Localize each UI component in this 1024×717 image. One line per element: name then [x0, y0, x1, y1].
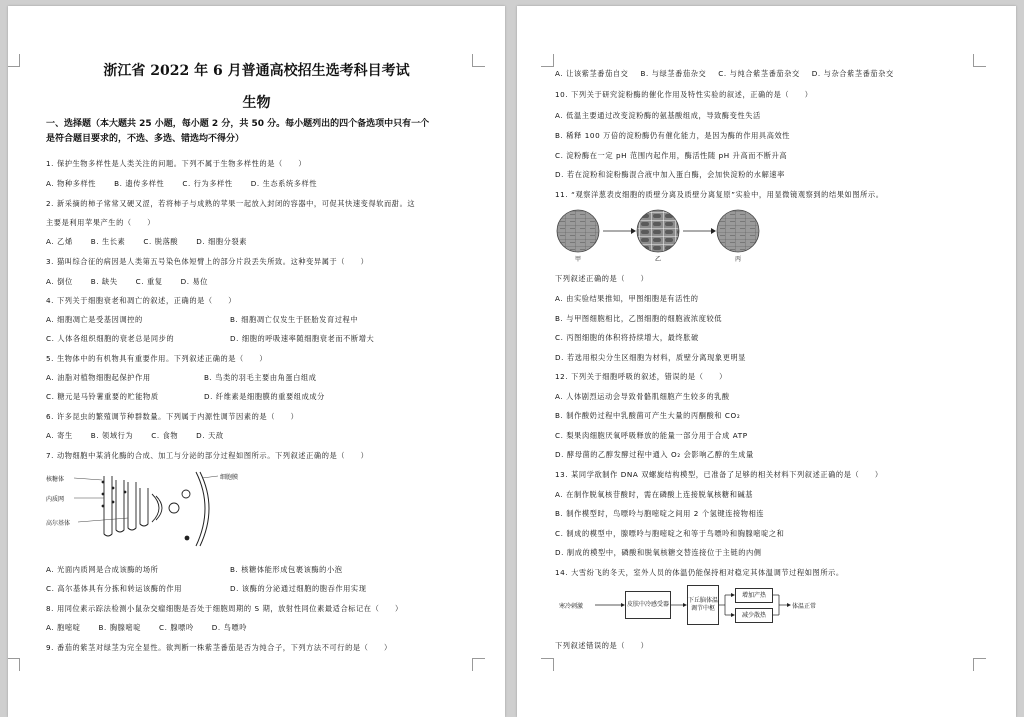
- option: C. 梨果肉细胞厌氧呼吸释放的能量一部分用于合成 ATP: [555, 431, 748, 440]
- flow-box: 减少散热: [735, 608, 773, 623]
- option: D. 酵母菌的乙醇发酵过程中通入 O₂ 会影响乙醇的生成量: [555, 450, 754, 459]
- option: C. 糖元是马铃薯重要的贮能物质: [46, 392, 159, 401]
- option: B. 稀释 100 万倍的淀粉酶仍有催化能力，是因为酶的作用具高效性: [555, 131, 791, 140]
- option: B. 缺失: [90, 277, 118, 286]
- option: B. 与甲图细胞相比，乙图细胞的细胞液浓度较低: [555, 314, 723, 323]
- option: A. 人体剧烈运动会导致骨骼肌细胞产生较多的乳酸: [555, 392, 730, 401]
- flow-box: 增加产热: [735, 588, 773, 603]
- section-heading: 一、选择题（本大题共 25 小题，每小题 2 分，共 50 分。每小题列出的四个备选项中只有一个: [46, 119, 430, 129]
- document-page-right: [517, 6, 1016, 717]
- option: D. 纤维素是细胞膜的重要组成成分: [204, 392, 325, 401]
- question-7: 7. 动物细胞中某消化酶的合成、加工与分泌的部分过程如图所示。下列叙述正确的是（ ）: [46, 451, 369, 460]
- option: B. 生长素: [90, 237, 126, 246]
- question-1: 1. 保护生物多样性是人类关注的问题。下列不属于生物多样性的是（ ）: [46, 159, 307, 168]
- option: A. 油脂对植物细胞起保护作用: [46, 373, 151, 382]
- option: A. 乙烯: [46, 237, 73, 246]
- option: D. 细胞分裂素: [196, 237, 248, 246]
- exam-subject: 生物: [242, 95, 271, 111]
- micrograph-svg: [555, 204, 795, 266]
- question-8: 8. 用同位素示踪法检测小鼠杂交瘤细胞是否处于细胞周期的 S 期，放射性同位素最适合标记在（ ）: [46, 604, 403, 613]
- micrograph-figure: [555, 204, 795, 266]
- question-13: 13. 某同学欲制作 DNA 双螺旋结构模型，已准备了足够的相关材料下列叙述正确的是（ ）: [555, 470, 883, 479]
- section-heading-cont: 是符合题目要求的，不选、多选、错选均不得分）: [46, 134, 245, 144]
- option: C. 高尔基体具有分拣和转运该酶的作用: [46, 584, 182, 593]
- option: C. 与纯合紫茎番茄杂交: [718, 69, 800, 78]
- fig-label: 核糖体: [46, 476, 65, 483]
- option: D. 细胞的呼吸速率随细胞衰老而不断增大: [230, 334, 375, 343]
- secretion-diagram: [46, 468, 246, 550]
- option: A. 物种多样性: [46, 179, 97, 188]
- crop-mark: [8, 658, 20, 671]
- option: A. 由实验结果推知，甲图细胞是有活性的: [555, 294, 699, 303]
- question-10: 10. 下列关于研究淀粉酶的催化作用及特性实验的叙述，正确的是（ ）: [555, 90, 813, 99]
- question-11: 11. “观察洋葱表皮细胞的质壁分离及质壁分离复原”实验中，用显微镜观察到的结果如图所示。: [555, 190, 884, 199]
- option: C. 食物: [151, 431, 179, 440]
- question-11-stem: 下列叙述正确的是（ ）: [555, 274, 649, 283]
- option: B. 领域行为: [90, 431, 134, 440]
- option: B. 核糖体能形成包裹该酶的小泡: [230, 565, 343, 574]
- option: C. 行为多样性: [182, 179, 233, 188]
- option: B. 胸腺嘧啶: [98, 623, 141, 632]
- flow-box: 下丘脑体温调节中枢: [687, 585, 719, 625]
- question-5: 5. 生物体中的有机物具有重要作用。下列叙述正确的是（ ）: [46, 354, 268, 363]
- option: C. 人体各组织细胞的衰老总是同步的: [46, 334, 175, 343]
- option: A. 在制作脱氧核苷酸时，需在磷酸上连接脱氧核糖和碱基: [555, 490, 754, 499]
- option: A. 光面内质网是合成该酶的场所: [46, 565, 159, 574]
- exam-title: 浙江省 2022 年 6 月普通高校招生选考科目考试: [103, 63, 410, 79]
- option: C. 脱落酸: [143, 237, 179, 246]
- option: A. 寄生: [46, 431, 73, 440]
- fig-label: 甲: [575, 256, 582, 263]
- question-14: 14. 大雪纷飞的冬天，室外人员的体温仍能保持相对稳定其体温调节过程如图所示。: [555, 568, 844, 577]
- option: C. 淀粉酶在一定 pH 范围内起作用，酶活性随 pH 升高而不断升高: [555, 151, 788, 160]
- option: D. 易位: [180, 277, 209, 286]
- option: A. 细胞凋亡是受基因调控的: [46, 315, 143, 324]
- micrograph-yi: [637, 210, 679, 252]
- fig-label: 细胞膜: [220, 474, 239, 481]
- micrograph-jia: [557, 210, 599, 252]
- option: D. 鸟嘌呤: [211, 623, 248, 632]
- option: A. 让该紫茎番茄自交: [555, 69, 629, 78]
- option: B. 细胞凋亡仅发生于胚胎发育过程中: [230, 315, 359, 324]
- secretion-diagram-svg: [46, 468, 246, 550]
- option: B. 制作酸奶过程中乳酸菌可产生大量的丙酮酸和 CO₂: [555, 411, 741, 420]
- option: D. 天敌: [196, 431, 224, 440]
- micrograph-bing: [717, 210, 759, 252]
- option: B. 与绿茎番茄杂交: [640, 69, 707, 78]
- document-page-left: [8, 6, 505, 717]
- q1-options: [46, 179, 485, 189]
- question-2-cont: 主要是利用苹果产生的（ ）: [46, 218, 156, 227]
- q8-options: [46, 623, 485, 633]
- question-9: 9. 番茄的紫茎对绿茎为完全显性。欲判断一株紫茎番茄是否为纯合子，下列方法不可行的是（ ）: [46, 643, 392, 652]
- option: D. 该酶的分泌通过细胞的胞吞作用实现: [230, 584, 367, 593]
- q3-options: [46, 277, 485, 287]
- crop-mark: [472, 658, 485, 671]
- crop-mark: [541, 658, 554, 671]
- option: C. 重复: [135, 277, 163, 286]
- question-14-stem: 下列叙述错误的是（ ）: [555, 641, 649, 650]
- flow-box: 皮肤中冷感受器: [625, 591, 671, 619]
- question-12: 12. 下列关于细胞呼吸的叙述，错误的是（ ）: [555, 372, 727, 381]
- crop-mark: [973, 54, 986, 67]
- option: D. 制成的模型中，磷酸和脱氧核糖交替连接位于主链的内侧: [555, 548, 762, 557]
- flow-start: 寒冷刺激: [559, 603, 584, 610]
- option: A. 胞嘧啶: [46, 623, 81, 632]
- flow-end: 体温正常: [792, 603, 817, 610]
- option: C. 腺嘌呤: [158, 623, 194, 632]
- option: D. 与杂合紫茎番茄杂交: [811, 69, 894, 78]
- fig-label: 内质网: [46, 496, 65, 503]
- q6-options: [46, 431, 485, 441]
- fig-label: 乙: [655, 256, 662, 263]
- question-4: 4. 下列关于细胞衰老和凋亡的叙述，正确的是（ ）: [46, 296, 237, 305]
- option: C. 丙图细胞的体积将持续增大，最终胀破: [555, 333, 699, 342]
- option: B. 遗传多样性: [114, 179, 165, 188]
- q2-options: [46, 237, 485, 247]
- crop-mark: [973, 658, 986, 671]
- option: B. 鸟类的羽毛主要由角蛋白组成: [204, 373, 317, 382]
- q9-options: [555, 69, 996, 79]
- thermoregulation-flowchart: [559, 582, 849, 628]
- question-2: 2. 新采摘的柿子常常又硬又涩，若将柿子与成熟的苹果一起放入封闭的容器中，可促其快速变得软而甜。这: [46, 199, 416, 208]
- crop-mark: [541, 54, 554, 67]
- option: D. 若在淀粉和淀粉酶混合液中加入蛋白酶，会加快淀粉的水解速率: [555, 170, 785, 179]
- question-3: 3. 猫叫综合征的病因是人类第五号染色体短臂上的部分片段丢失所致。这种变异属于（ ）: [46, 257, 369, 266]
- option: B. 制作模型时，鸟嘌呤与胞嘧啶之间用 2 个氢键连接物相连: [555, 509, 765, 518]
- option: A. 倒位: [46, 277, 73, 286]
- fig-label: 高尔基体: [46, 520, 71, 527]
- option: D. 生态系统多样性: [250, 179, 318, 188]
- option: D. 若选用根尖分生区细胞为材料，质壁分离现象更明显: [555, 353, 747, 362]
- option: A. 低温主要通过改变淀粉酶的氨基酸组成，导致酶变性失活: [555, 111, 761, 120]
- option: C. 制成的模型中，腺嘌呤与胞嘧啶之和等于鸟嘌呤和胸腺嘧啶之和: [555, 529, 785, 538]
- question-6: 6. 许多昆虫的繁殖调节种群数量。下列属于内源性调节因素的是（ ）: [46, 412, 299, 421]
- fig-label: 丙: [735, 256, 742, 263]
